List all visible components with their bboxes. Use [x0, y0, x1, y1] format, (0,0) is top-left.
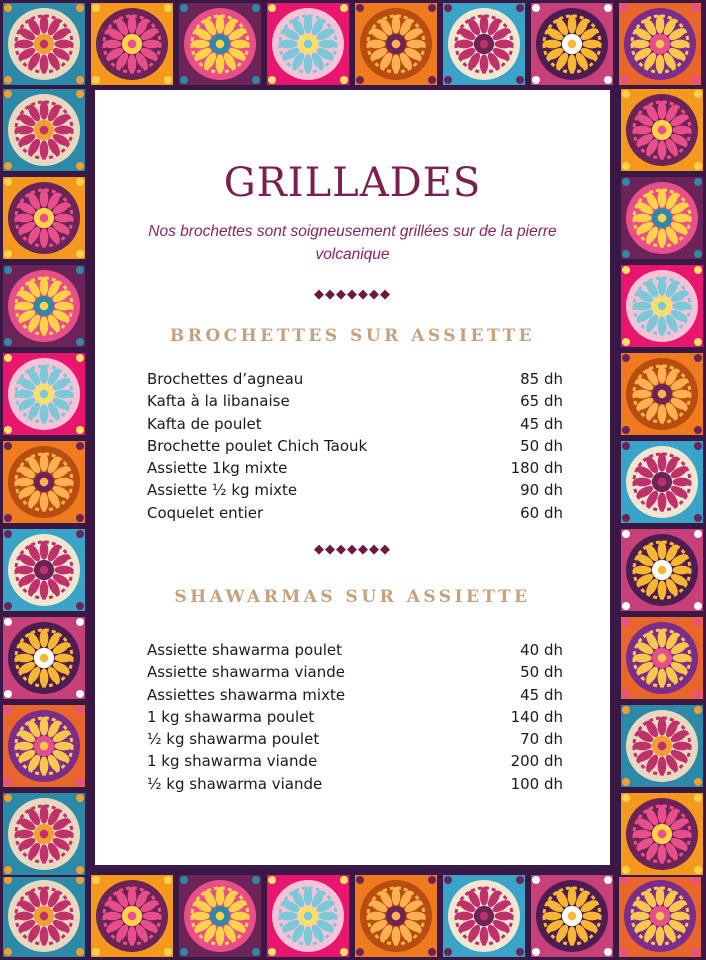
item-name: Assiettes shawarma mixte — [147, 685, 346, 704]
mosaic-tile — [530, 2, 614, 86]
item-name: Kafta à la libanaise — [147, 392, 290, 411]
menu-list-shawarmas — [147, 639, 563, 795]
menu-panel — [95, 90, 610, 865]
mosaic-tile — [442, 2, 526, 86]
mosaic-tile — [620, 88, 704, 172]
menu-item — [147, 457, 563, 479]
menu-item — [147, 413, 563, 435]
mosaic-tile — [2, 440, 86, 524]
mosaic-tile — [620, 176, 704, 260]
item-name: Assiette shawarma poulet — [147, 641, 342, 659]
mosaic-tile — [620, 528, 704, 612]
menu-item — [147, 728, 563, 750]
item-name: 1 kg shawarma poulet — [147, 707, 315, 726]
item-price: 90 dh — [520, 481, 563, 500]
mosaic-tile — [618, 2, 702, 86]
mosaic-tile — [2, 528, 86, 612]
mosaic-tile — [178, 2, 262, 86]
menu-item — [147, 684, 563, 706]
item-price: 140 dh — [510, 707, 563, 726]
subtitle: Nos brochettes sont soigneusement grillées sur de la pierre volcanique — [148, 223, 557, 263]
mosaic-tile — [354, 874, 438, 958]
mosaic-tile — [2, 2, 86, 86]
item-name: Assiette ½ kg mixte — [147, 481, 298, 500]
mosaic-tile — [620, 352, 704, 436]
mosaic-tile — [2, 176, 86, 260]
menu-item — [147, 750, 563, 772]
item-name: Kafta de poulet — [147, 414, 262, 433]
item-price: 100 dh — [510, 774, 563, 793]
menu-list-brochettes — [147, 368, 563, 524]
mosaic-tile — [90, 874, 174, 958]
item-name: Assiette shawarma viande — [147, 663, 345, 682]
mosaic-tile — [2, 616, 86, 700]
mosaic-tile — [354, 2, 438, 86]
mosaic-tile — [620, 704, 704, 788]
mosaic-tile — [178, 874, 262, 958]
menu-item — [147, 479, 563, 501]
mosaic-tile — [2, 874, 86, 958]
item-name: 1 kg shawarma viande — [147, 752, 318, 771]
item-price: 65 dh — [520, 392, 563, 411]
mosaic-tile — [266, 874, 350, 958]
item-price: 45 dh — [520, 414, 563, 433]
diamond-divider: ◆◆◆◆◆◆◆ — [314, 542, 391, 557]
mosaic-tile — [620, 616, 704, 700]
page-title: GRILLADES — [223, 160, 482, 206]
menu-item — [147, 706, 563, 728]
mosaic-tile — [2, 352, 86, 436]
section-heading-shawarmas: SHAWARMAS SUR ASSIETTE — [174, 587, 531, 607]
mosaic-tile — [618, 874, 702, 958]
menu-item — [147, 773, 563, 795]
item-price: 50 dh — [520, 436, 563, 455]
mosaic-tile — [620, 264, 704, 348]
item-price: 200 dh — [510, 752, 563, 771]
mosaic-tile — [90, 2, 174, 86]
item-price: 50 dh — [520, 663, 563, 682]
mosaic-tile — [620, 440, 704, 524]
menu-item — [147, 390, 563, 412]
diamond-divider: ◆◆◆◆◆◆◆ — [314, 287, 391, 302]
item-name: Brochette poulet Chich Taouk — [147, 436, 368, 455]
mosaic-tile — [2, 88, 86, 172]
mosaic-tile — [2, 792, 86, 876]
item-price: 180 dh — [510, 459, 563, 478]
menu-item — [147, 502, 563, 524]
item-name: Assiette 1kg mixte — [147, 459, 288, 478]
item-price: 40 dh — [520, 641, 563, 659]
item-name: Brochettes d’agneau — [147, 370, 304, 388]
item-name: ½ kg shawarma viande — [147, 774, 323, 793]
mosaic-tile — [2, 264, 86, 348]
item-price: 45 dh — [520, 685, 563, 704]
menu-item — [147, 368, 563, 390]
mosaic-tile — [530, 874, 614, 958]
menu-item — [147, 639, 563, 661]
menu-item — [147, 661, 563, 683]
mosaic-tile — [442, 874, 526, 958]
item-price: 60 dh — [520, 503, 563, 522]
item-name: Coquelet entier — [147, 503, 264, 522]
item-name: ½ kg shawarma poulet — [147, 730, 320, 749]
mosaic-tile — [2, 704, 86, 788]
item-price: 70 dh — [520, 730, 563, 749]
mosaic-tile — [266, 2, 350, 86]
item-price: 85 dh — [520, 370, 563, 388]
menu-item — [147, 435, 563, 457]
mosaic-tile — [620, 792, 704, 876]
section-heading-brochettes: BROCHETTES SUR ASSIETTE — [169, 326, 536, 346]
